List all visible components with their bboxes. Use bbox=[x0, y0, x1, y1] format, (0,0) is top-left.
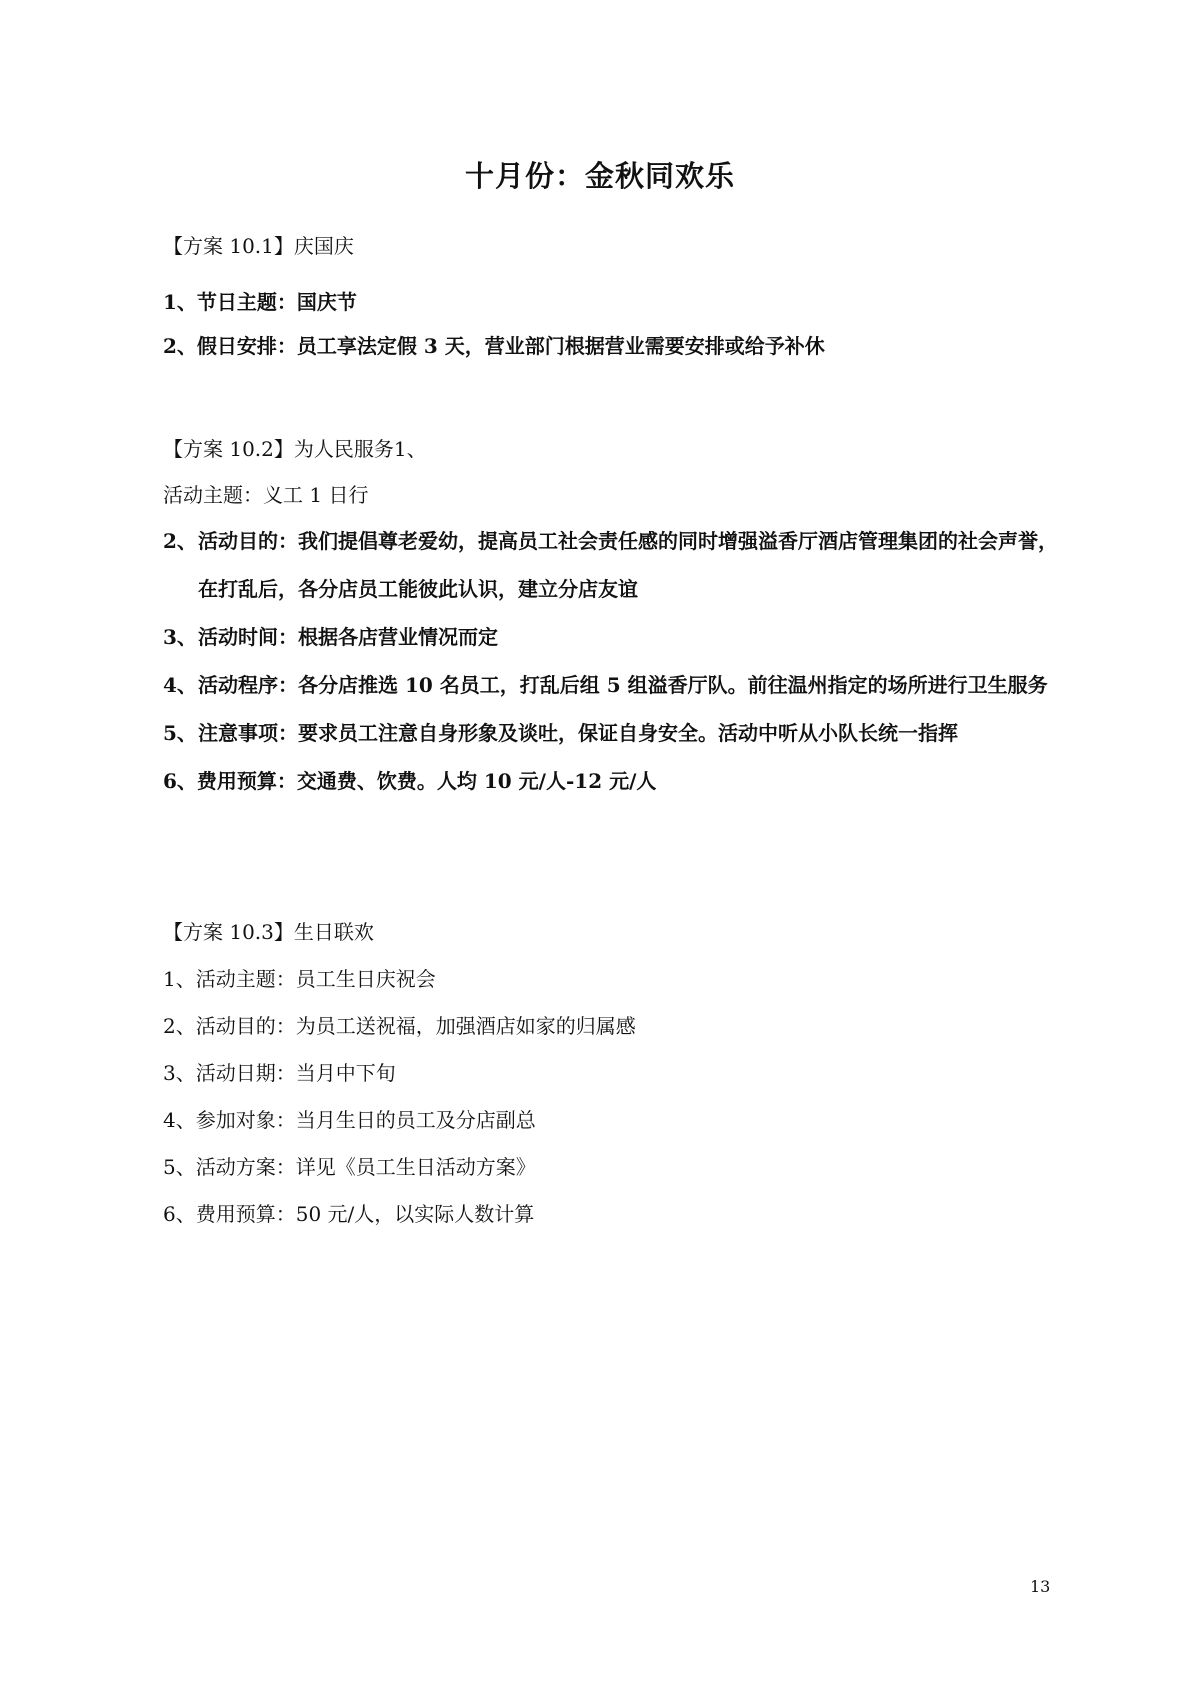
item-number: 2、 bbox=[163, 1014, 196, 1038]
item-number: 5、 bbox=[163, 721, 197, 745]
list-item bbox=[163, 1144, 1063, 1191]
list-item bbox=[163, 757, 1063, 805]
item-text: 活动主题：员工生日庆祝会 bbox=[195, 967, 436, 991]
item-text: 活动目的：我们提倡尊老爱幼，提高员工社会责任感的同时增强溢香厅酒店管理集团的社会声誉，在打乱后，各分店员工能彼此认识，建立分店友谊 bbox=[198, 529, 1058, 601]
page-title: 十月份：金秋同欢乐 bbox=[464, 159, 735, 193]
item-number: 1、 bbox=[163, 967, 196, 991]
list-item bbox=[163, 331, 1063, 361]
item-text: 参加对象：当月生日的员工及分店副总 bbox=[195, 1108, 536, 1132]
item-number: 3、 bbox=[163, 625, 197, 649]
section-plan-10-1 bbox=[163, 231, 1063, 361]
item-number: 3、 bbox=[163, 1061, 196, 1085]
item-text: 活动主题：义工 1 日行 bbox=[163, 483, 369, 507]
item-text: 假日安排：员工享法定假 3 天，营业部门根据营业需要安排或给予补休 bbox=[196, 334, 825, 358]
list-item bbox=[163, 661, 1063, 709]
item-number: 2、 bbox=[163, 334, 197, 358]
item-text: 活动日期：当月中下旬 bbox=[195, 1061, 396, 1085]
item-text: 费用预算：50 元/人，以实际人数计算 bbox=[195, 1202, 535, 1226]
list-item bbox=[163, 1191, 1063, 1238]
section-plan-10-2 bbox=[163, 434, 1063, 805]
section-heading: 【方案 10.2】为人民服务1、 bbox=[163, 437, 427, 461]
item-text: 活动方案：详见《员工生日活动方案》 bbox=[195, 1155, 536, 1179]
item-number: 6、 bbox=[163, 1202, 196, 1226]
list-item bbox=[163, 287, 1063, 317]
section-plan-10-3 bbox=[163, 917, 1063, 1238]
item-number: 4、 bbox=[163, 1108, 196, 1132]
item-text: 活动程序：各分店推选 10 名员工，打乱后组 5 组溢香厅队。前往温州指定的场所进行卫生服务 bbox=[198, 673, 1048, 697]
list-item bbox=[163, 1050, 1063, 1097]
item-text: 节日主题：国庆节 bbox=[196, 290, 357, 314]
list-item bbox=[163, 1097, 1063, 1144]
item-text: 活动目的：为员工送祝福，加强酒店如家的归属感 bbox=[195, 1014, 636, 1038]
item-number: 4、 bbox=[163, 673, 197, 697]
item-number: 1、 bbox=[163, 290, 197, 314]
list-item bbox=[163, 480, 1063, 510]
list-item bbox=[163, 613, 1063, 661]
section-heading: 【方案 10.1】庆国庆 bbox=[163, 234, 354, 258]
item-text: 活动时间：根据各店营业情况而定 bbox=[198, 625, 498, 649]
item-number: 6、 bbox=[163, 769, 197, 793]
list-item bbox=[163, 956, 1063, 1003]
section-heading: 【方案 10.3】生日联欢 bbox=[163, 920, 374, 944]
item-text: 注意事项：要求员工注意自身形象及谈吐，保证自身安全。活动中听从小队长统一指挥 bbox=[198, 721, 958, 745]
item-number: 2、 bbox=[163, 529, 197, 553]
list-item bbox=[163, 1003, 1063, 1050]
page-number: 13 bbox=[1030, 1577, 1051, 1596]
list-item bbox=[163, 517, 1063, 613]
list-item bbox=[163, 709, 1063, 757]
item-number: 5、 bbox=[163, 1155, 196, 1179]
item-text: 费用预算：交通费、饮费。人均 10 元/人-12 元/人 bbox=[196, 769, 657, 793]
